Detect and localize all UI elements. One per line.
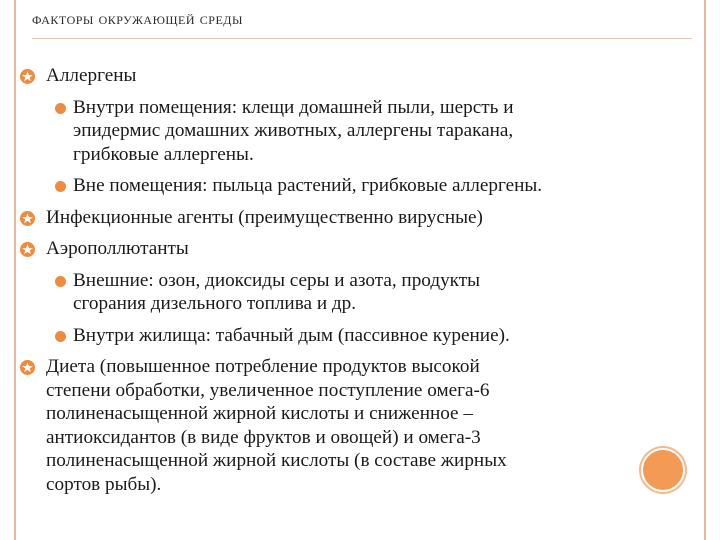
sub-list-item: эпидермис домашних животных, аллергены таракана, [73, 120, 514, 141]
list-item: полиненасыщенной жирной кислоты и сниженное – [46, 403, 473, 424]
slide-title: факторы окружающей среды [32, 9, 243, 28]
list-item: сортов рыбы). [46, 473, 162, 495]
sub-list-item: грибковые аллергены. [73, 143, 254, 165]
list-item: Инфекционные агенты (преимущественно вирусные) [46, 206, 483, 228]
dot-bullet-icon [55, 331, 66, 342]
dot-bullet-icon [55, 181, 66, 192]
star-bullet-icon [20, 242, 35, 257]
title-divider [32, 38, 692, 39]
star-bullet-icon [20, 211, 35, 226]
list-item: Аллергены [46, 65, 137, 86]
star-bullet-icon [20, 360, 35, 375]
sub-list-item: Внутри помещения: клещи домашней пыли, шерсть и [73, 96, 514, 118]
star-bullet-icon [20, 69, 35, 84]
list-item: Аэрополлютанты [46, 238, 189, 259]
sub-list-item: Внутри жилища: табачный дым (пассивное курение). [73, 324, 510, 346]
dot-bullet-icon [55, 103, 66, 114]
dot-bullet-icon [55, 276, 66, 287]
decorative-circle [641, 448, 685, 492]
slide-frame-right [704, 0, 706, 540]
list-item: Диета (повышенное потребление продуктов высокой [46, 356, 480, 377]
slide-frame-left [14, 0, 16, 540]
sub-list-item: Внешние: озон, диоксиды серы и азота, продукты [73, 269, 481, 291]
list-item: степени обработки, увеличенное поступление омега-6 [46, 379, 490, 401]
sub-list-item: Вне помещения: пыльца растений, грибковые аллергены. [73, 175, 543, 196]
list-item: антиоксидантов (в виде фруктов и овощей) и омега-3 [46, 426, 481, 448]
sub-list-item: сгорания дизельного топлива и др. [73, 293, 357, 314]
list-item: полиненасыщенной жирной кислоты (в составе жирных [46, 450, 507, 471]
